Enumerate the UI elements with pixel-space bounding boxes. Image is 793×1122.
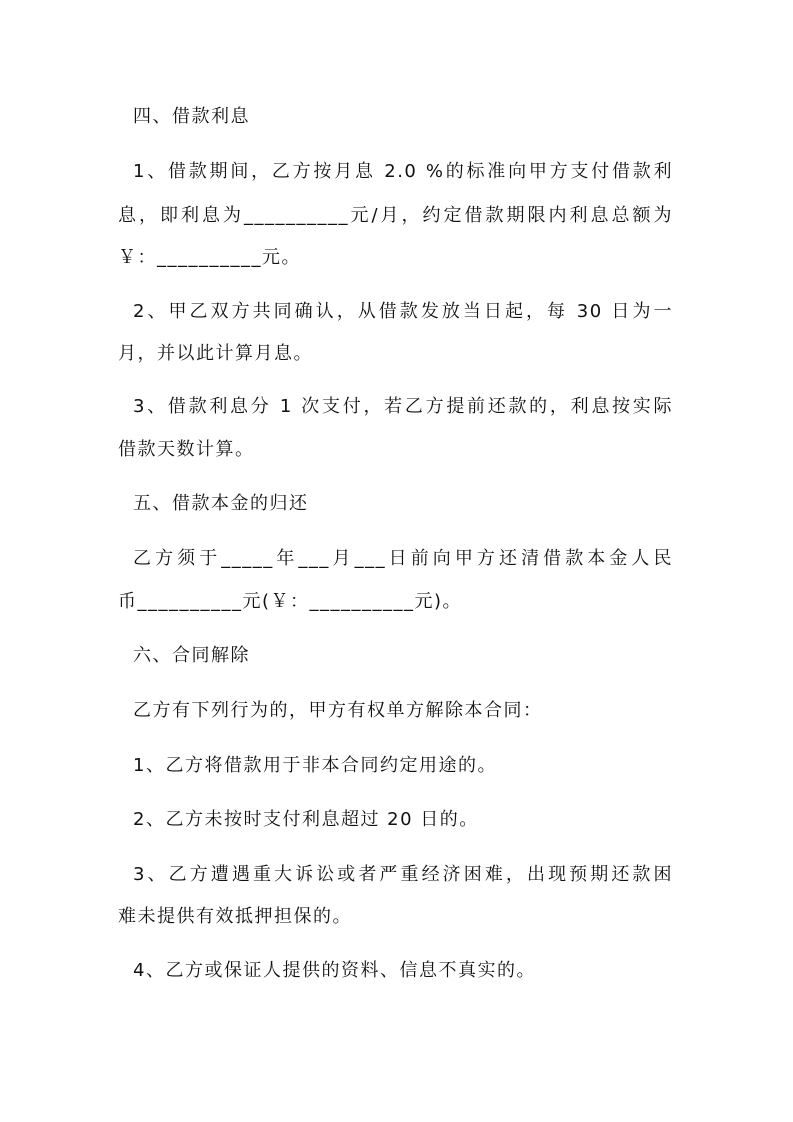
section-heading-termination: 六、合同解除 [133, 645, 250, 666]
clause-4-2-line-1: 2、甲乙双方共同确认，从借款发放当日起，每 30 日为一 [133, 301, 673, 322]
clause-4-1-line-2: 息，即利息为__________元/月，约定借款期限内利息总额为 [118, 205, 673, 226]
clause-4-3-line-1: 3、借款利息分 1 次支付，若乙方提前还款的，利息按实际 [133, 396, 673, 417]
clause-5-line-1: 乙方须于_____年___月___日前向甲方还清借款本金人民 [133, 548, 673, 569]
clause-6-1: 1、乙方将借款用于非本合同约定用途的。 [133, 755, 497, 776]
clause-6-3-line-1: 3、乙方遭遇重大诉讼或者严重经济困难，出现预期还款困 [133, 864, 673, 885]
section-heading-interest: 四、借款利息 [133, 106, 250, 127]
clause-4-1-line-1: 1、借款期间，乙方按月息 2.0 %的标准向甲方支付借款利 [133, 161, 673, 182]
clause-6-2: 2、乙方未按时支付利息超过 20 日的。 [133, 809, 479, 830]
clause-5-line-2: 币__________元(￥：__________元)。 [118, 591, 463, 612]
clause-4-3-line-2: 借款天数计算。 [118, 439, 255, 460]
clause-6-3-line-2: 难未提供有效抵押担保的。 [118, 906, 352, 927]
clause-6-4: 4、乙方或保证人提供的资料、信息不真实的。 [133, 960, 536, 981]
clause-4-2-line-2: 月，并以此计算月息。 [118, 343, 313, 364]
clause-6-intro: 乙方有下列行为的，甲方有权单方解除本合同： [133, 700, 543, 721]
clause-4-1-line-3: ￥：__________元。 [118, 247, 301, 268]
section-heading-principal-repayment: 五、借款本金的归还 [133, 493, 309, 514]
